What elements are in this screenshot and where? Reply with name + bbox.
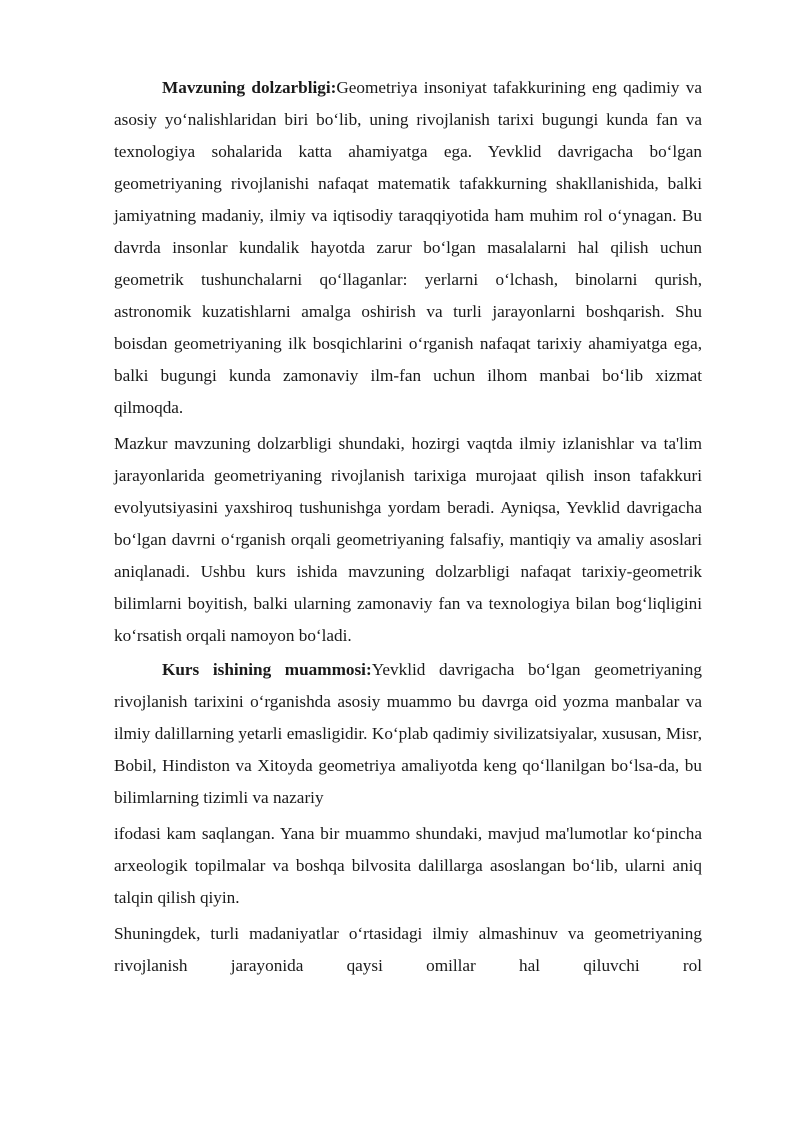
- problem-heading: Kurs ishining muammosi:: [162, 660, 372, 679]
- document-body: [114, 72, 702, 982]
- relevance-text: Geometriya insoniyat tafakkurining eng qadimiy va asosiy yo‘nalishlaridan biri bo‘lib, uning rivojlanish tarixi bugungi kunda fan va texnologiya sohalarida katta ahamiyatga ega. Yevklid davrigacha bo‘lgan geometriyaning rivojlanishi nafaqat matematik tafakkurning shakllanishida, balki jamiyatning madaniy, ilmiy va iqtisodiy taraqqiyotida ham muhim rol o‘ynagan. Bu davrda insonlar kundalik hayotda zarur bo‘lgan masalalarni hal qilish uchun geometrik tushunchalarni qo‘llaganlar: yerlarni o‘lchash, binolarni qurish, astronomik kuzatishlarni amalga oshirish va turli jarayonlarni boshqarish. Shu boisdan geometriyaning ilk bosqichlarini o‘rganish nafaqat tarixiy ahamiyatga ega, balki bugungi kunda zamonaviy ilm-fan uchun ilhom manbai bo‘lib xizmat qilmoqda.: [114, 78, 702, 417]
- paragraph-problem: [114, 654, 702, 814]
- paragraph-problem-continued: ifodasi kam saqlangan. Yana bir muammo shundaki, mavjud ma'lumotlar ko‘pincha arxeologik topilmalar va boshqa bilvosita dalillarga asoslangan bo‘lib, ularni aniq talqin qilish qiyin.: [114, 824, 702, 907]
- problem-text: Yevklid davrigacha bo‘lgan geometriyaning rivojlanish tarixini o‘rganishda asosiy muammo bu davrga oid yozma manbalar va ilmiy dalillarning yetarli emasligidir. Ko‘plab qadimiy sivilizatsiyalar, xususan, Misr, Bobil, Hindiston va Xitoyda geometriya amaliyotda keng qo‘llanilgan bo‘lsa-da, bu bilimlarning tizimli va nazariy: [114, 660, 702, 807]
- paragraph-exchange: Shuningdek, turli madaniyatlar o‘rtasidagi ilmiy almashinuv va geometriyaning rivojlanish jarayonida qaysi omillar hal qiluvchi rol: [114, 924, 702, 975]
- paragraph-relevance-detail: Mazkur mavzuning dolzarbligi shundaki, hozirgi vaqtda ilmiy izlanishlar va ta'lim jarayonlarida geometriyaning rivojlanish tarixiga murojaat qilish inson tafakkuri evolyutsiyasini yaxshiroq tushunishga yordam beradi. Ayniqsa, Yevklid davrigacha bo‘lgan davrni o‘rganish orqali geometriyaning falsafiy, mantiqiy va amaliy asoslari aniqlanadi. Ushbu kurs ishida mavzuning dolzarbligi nafaqat tarixiy-geometrik bilimlarni boyitish, balki ularning zamonaviy fan va texnologiya bilan bog‘liqligini ko‘rsatish orqali namoyon bo‘ladi.: [114, 434, 702, 645]
- paragraph-relevance: [114, 72, 702, 424]
- relevance-heading: Mavzuning dolzarbligi:: [162, 78, 337, 97]
